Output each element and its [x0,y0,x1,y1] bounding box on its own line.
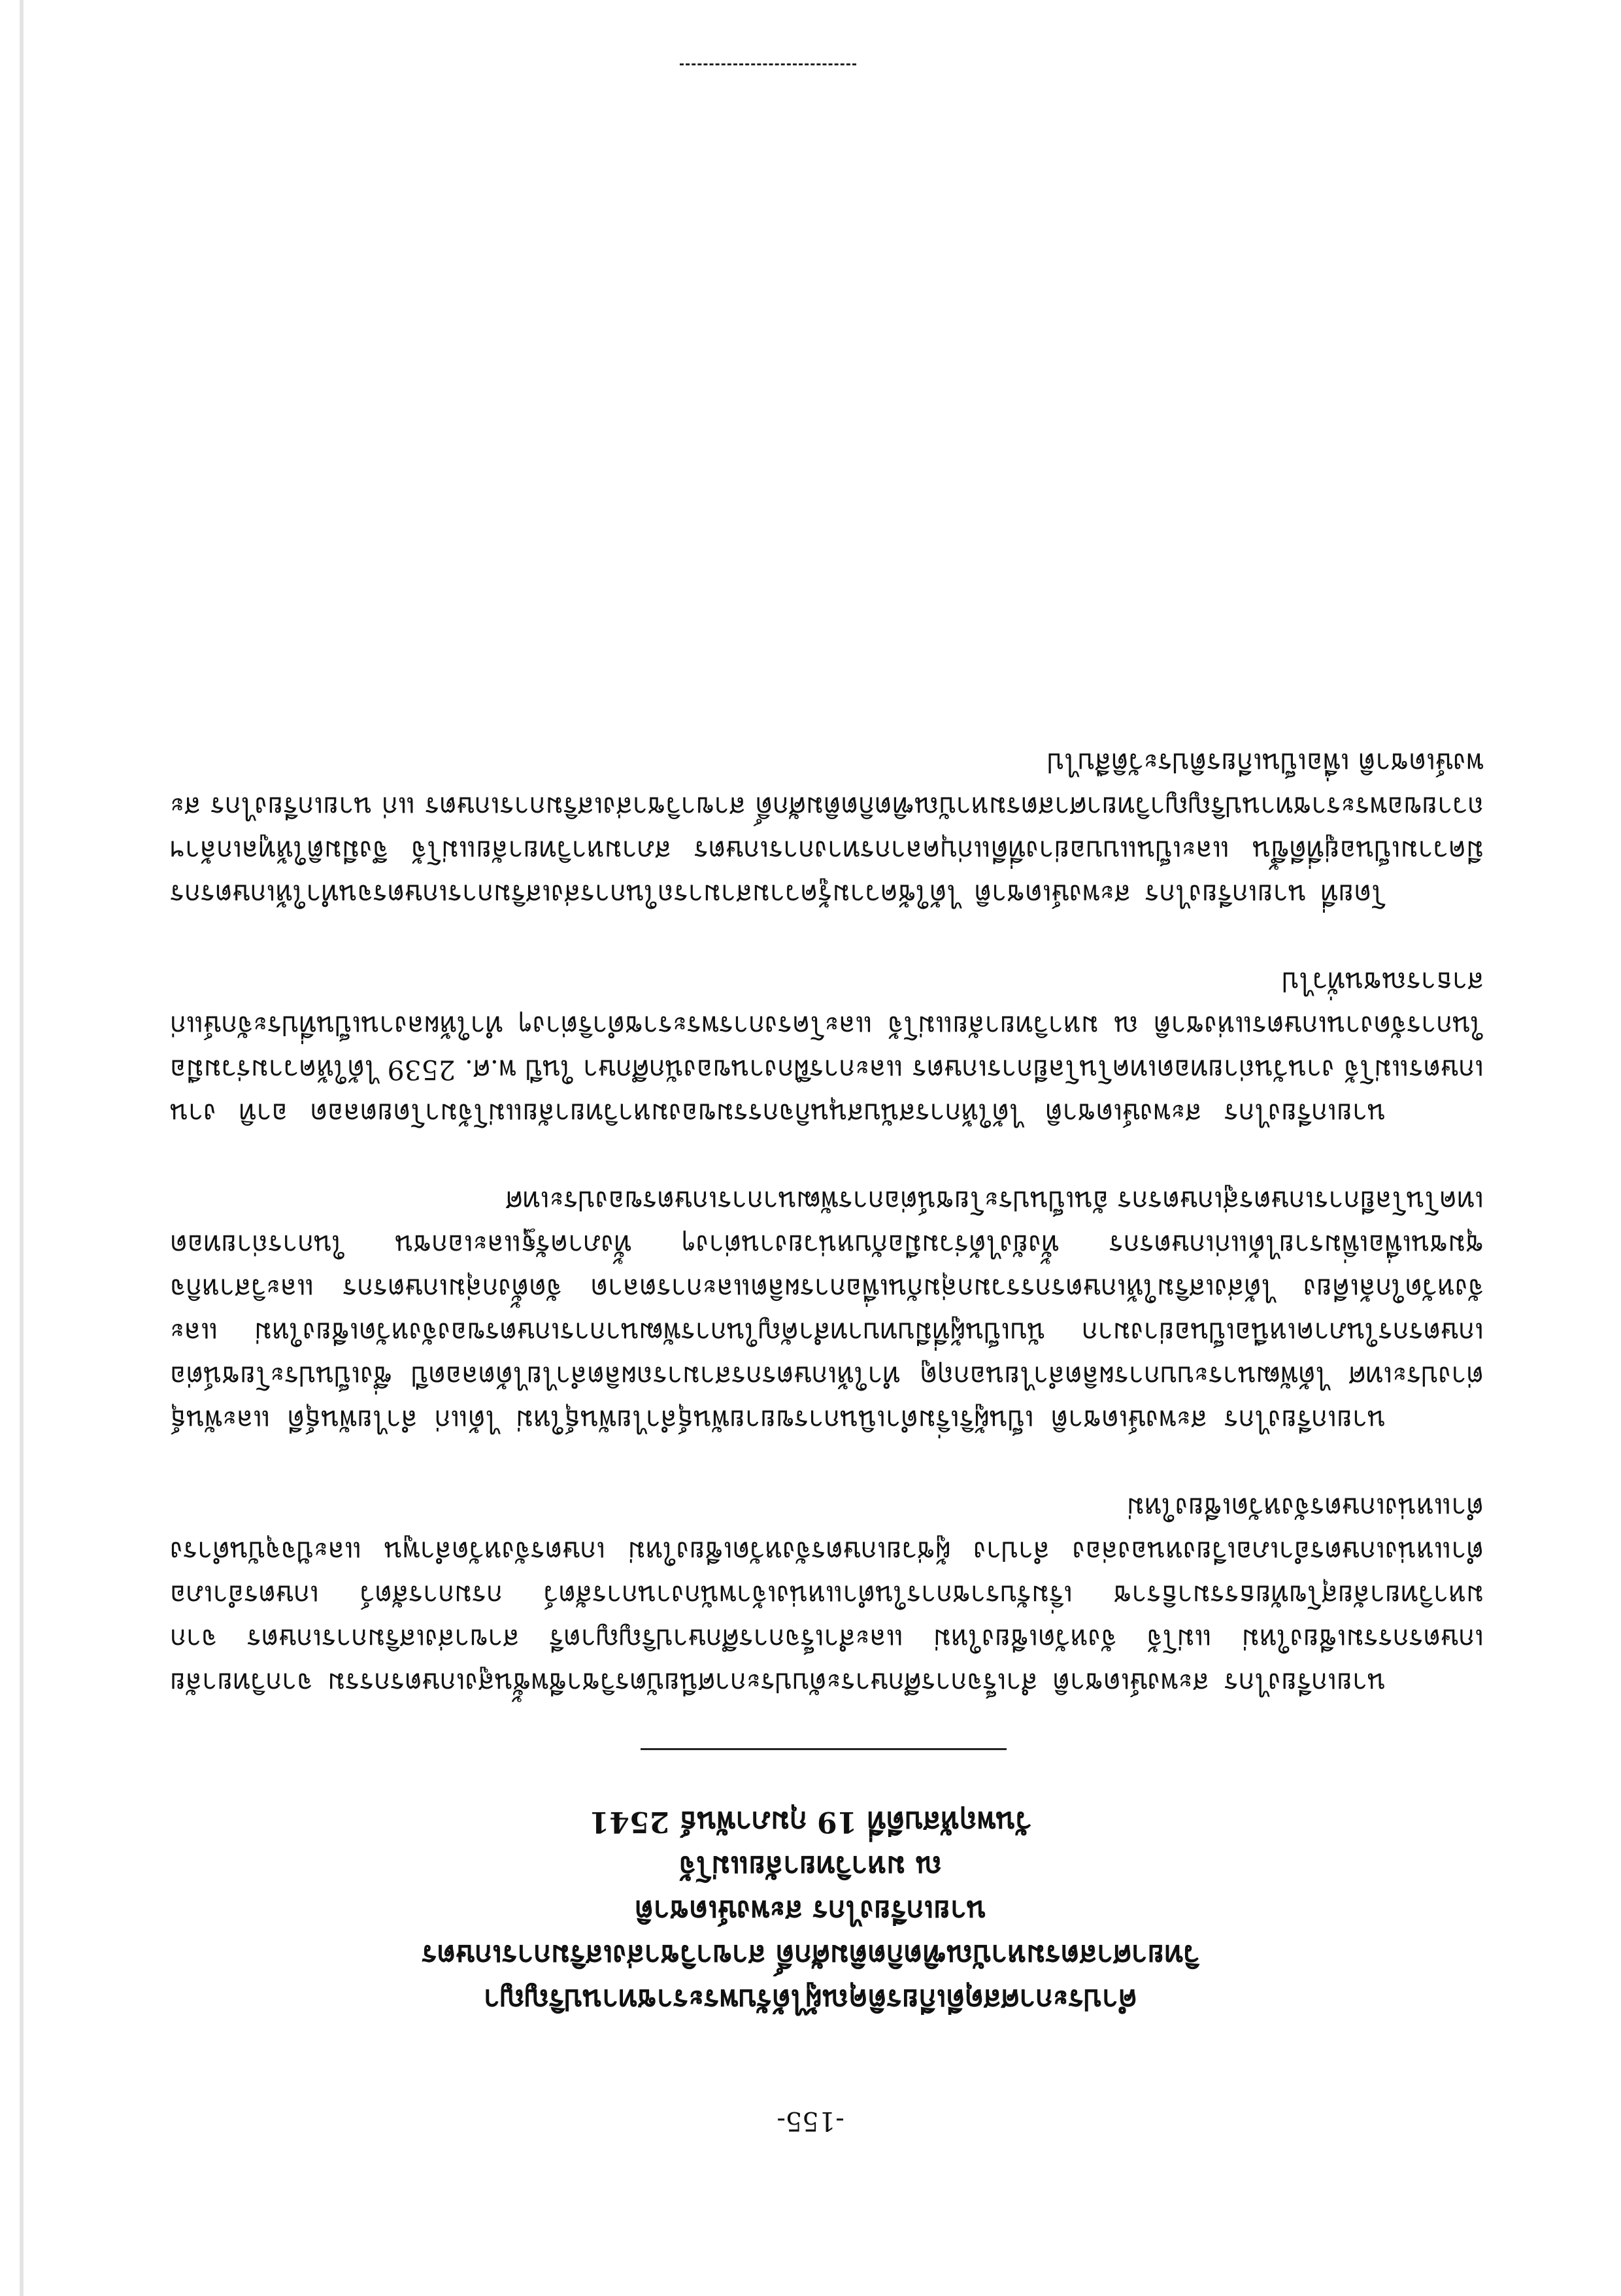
heading-line: วันพฤหัสบดีที่ 19 กุมภาพันธ์ 2541 [589,1805,1032,1838]
heading-line: นายเกรียงไกร สะพงษ์เดชาติ [635,1894,986,1927]
heading-line: วิทยาศาสตรมหาบัณฑิตกิตติมศักดิ์ สาขาวิชาส่งเสริมการเกษตร [421,1938,1200,1972]
paragraph: นายเกรียงไกร สะพงษ์เดชาติ สำเร็จการศึกษาระดับประกาศนียบัตรวิชาชีพชั้นสูงเกษตรกรรม จากวิทยาลัยเกษตรกรรมเชียงใหม่ แม่โจ้ จังหวัดเชียงใหม่ และสำเร็จการศึกษาปริญญาตรี สาขาส่งเสริมการเกษตร จากมหาวิทยาลัยสุโขทัยธรรมาธิราช เริ่มรับราชการในตำแหน่งเจ้าพนักงานการสัตว์ กรมการสัตว์ เกษตรอำเภอ ตำแหน่งเกษตรอำเภอเวียงหนองล่อง ลำปาง ผู้ช่วยเกษตรจังหวัดเชียงใหม่ เกษตรจังหวัดลำพูน และปัจจุบันดำรงตำแหน่งเกษตรจังหวัดเชียงใหม่ [170,1492,1484,1698]
document-body [170,697,1484,1704]
page-number: -155- [777,2106,844,2136]
paragraph: นายเกรียงไกร สะพงษ์เดชาติ เป็นผู้ริเริ่มดำเนินการขยายพันธุ์ลำไยพันธุ์ใหม่ ได้แก่ ลำไยพันธุ์ดี และพันธุ์ต่างประเทศ ได้พัฒนาระบบการผลิตลำไยนอกฤดู ทำให้เกษตรกรสามารถผลิตลำไยได้ตลอดปี ซึ่งเป็นประโยชน์ต่อเกษตรกรในภาคเหนือเป็นอย่างมาก นับเป็นผู้ที่มีบทบาทสำคัญในการพัฒนาการเกษตรของจังหวัดเชียงใหม่ และจังหวัดใกล้เคียง ได้ส่งเสริมให้เกษตรกรรวมกลุ่มกันเพื่อการผลิตและการตลาด จัดตั้งกลุ่มเกษตรกร และวิสาหกิจชุมชนเพื่อเพิ่มรายได้แก่เกษตรกร ทั้งยังได้ร่วมมือกับหน่วยงานต่างๆ ทั้งภาครัฐและเอกชน ในการถ่ายทอดเทคโนโลยีการเกษตรสู่เกษตรกร อันเป็นประโยชน์ต่อการพัฒนาการเกษตรของประเทศ [170,1185,1484,1436]
document-heading [196,1799,1425,2021]
end-divider [680,63,856,65]
paragraph: นายเกรียงไกร สะพงษ์เดชาติ ได้ให้การสนับสนุนกิจกรรมของมหาวิทยาลัยแม่โจ้มาโดยตลอด อาทิ งานเกษตรแม่โจ้ งานวันถ่ายทอดเทคโนโลยีการเกษตร และการฝึกงานของนักศึกษา ในปี พ.ศ. 2539 ได้ให้ความร่วมมือในการจัดงานเกษตรแห่งชาติ ณ มหาวิทยาลัยแม่โจ้ และโครงการพระราชดำริต่างๆ ทำให้ผลงานเป็นที่ประจักษ์แก่สาธารณชนทั่วไป [170,966,1484,1129]
heading-line: ณ มหาวิทยาลัยแม่โจ้ [678,1849,943,1883]
heading-divider [641,1748,1007,1750]
heading-line: คำประกาศสดุดีเกียรติคุณผู้ได้รับพระราชทานปริญญา [483,1983,1138,2016]
paragraph: โดยที่ นายเกรียงไกร สะพงษ์เดชาติ ได้ใช้ความรู้ความสามารถในการส่งเสริมการเกษตรจนทำให้เกษตรกรมีความเป็นอยู่ที่ดีขึ้น และเป็นแบบอย่างที่ดีแก่บุคลากรทางการเกษตร สภามหาวิทยาลัยแม่โจ้ จึงมีมติให้ทูลเกล้าฯ ถวายขอพระราชทานปริญญาวิทยาศาสตรมหาบัณฑิตกิตติมศักดิ์ สาขาวิชาส่งเสริมการเกษตร แก่ นายเกรียงไกร สะพงษ์เดชาติ เพื่อเป็นเกียรติประวัติสืบไป [170,747,1484,910]
